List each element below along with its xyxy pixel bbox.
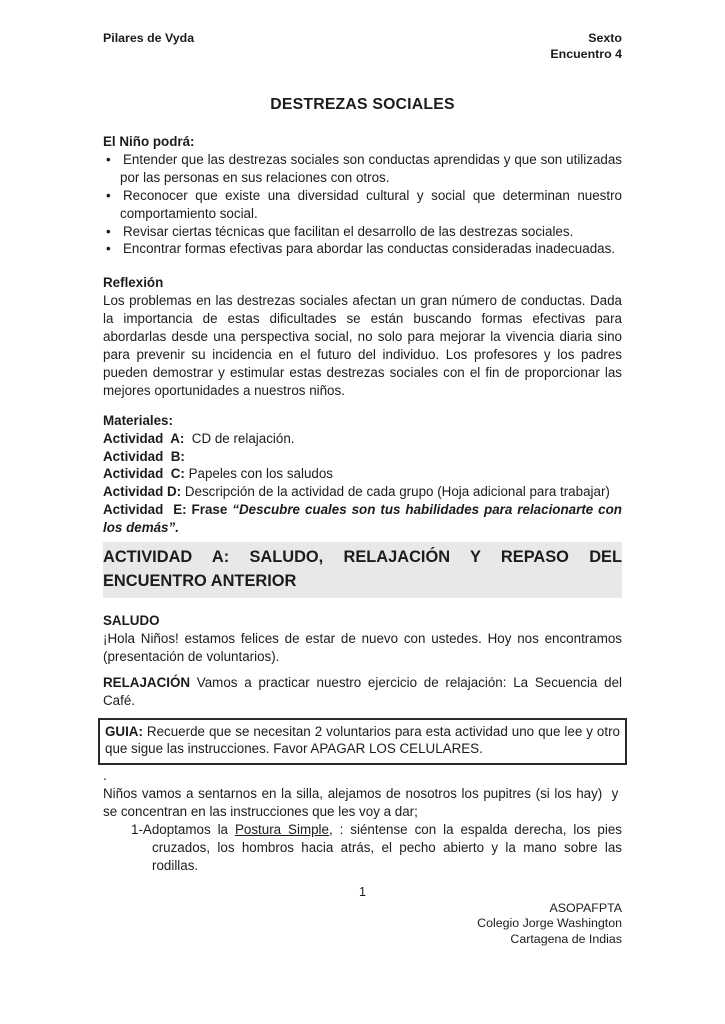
objective-text: Encontrar formas efectivas para abordar las conductas consideradas inadecuadas. bbox=[123, 241, 616, 257]
material-label: Actividad D: bbox=[103, 484, 182, 500]
header-right-line2: Encuentro 4 bbox=[550, 47, 622, 61]
step-1-item bbox=[103, 821, 622, 875]
step-1-rest: , : siéntense con la espalda derecha, los pies cruzados, los hombros hacia atrás, el pecho abierto y la mano sobre las rodillas. bbox=[152, 822, 622, 873]
footer-org-line3: Cartagena de Indias bbox=[510, 931, 622, 946]
step-1-underlined-term: Postura Simple bbox=[234, 822, 329, 838]
activity-a-heading-text: ACTIVIDAD A: SALUDO, RELAJACIÓN Y REPASO DEL ENCUENTRO ANTERIOR bbox=[103, 548, 622, 591]
objective-text: Reconocer que existe una diversidad cultural y social que determinan nuestro comportamiento social. bbox=[120, 187, 622, 221]
page-number: 1 bbox=[358, 884, 366, 899]
material-item-b bbox=[103, 448, 622, 466]
material-item-d bbox=[103, 483, 622, 501]
relajacion-paragraph bbox=[103, 674, 622, 710]
header-right-line1: Sexto bbox=[588, 31, 622, 45]
relajacion-label: RELAJACIÓN bbox=[103, 674, 191, 690]
objective-item bbox=[106, 151, 622, 187]
objectives-heading: El Niño podrá: bbox=[103, 134, 195, 149]
bullet-icon: • bbox=[106, 151, 111, 167]
header-left-text: Pilares de Vyda bbox=[103, 31, 195, 45]
footer-org-line1: ASOPAFPTA bbox=[549, 900, 622, 915]
material-text: Descripción de la actividad de cada grupo (Hoja adicional para trabajar) bbox=[181, 484, 610, 500]
material-label: Actividad B: bbox=[103, 448, 185, 464]
material-text: CD de relajación. bbox=[184, 430, 295, 446]
materials-heading: Materiales: bbox=[103, 412, 173, 428]
header-right-block bbox=[550, 30, 622, 62]
objective-text: Revisar ciertas técnicas que facilitan el desarrollo de las destrezas sociales. bbox=[123, 223, 574, 239]
bullet-icon: • bbox=[106, 241, 111, 257]
objective-text: Entender que las destrezas sociales son conductas aprendidas y que son utilizadas por las personas en sus relaciones con otros. bbox=[120, 151, 622, 185]
saludo-paragraph: ¡Hola Niños! estamos felices de estar de nuevo con ustedes. Hoy nos encontramos (presentación de voluntarios). bbox=[103, 630, 622, 664]
page-header bbox=[103, 30, 622, 62]
objectives-list bbox=[103, 151, 622, 258]
guia-label: GUIA: bbox=[105, 723, 143, 739]
footer-organization bbox=[103, 901, 622, 948]
material-label: Actividad A: bbox=[103, 430, 185, 446]
objective-item bbox=[106, 187, 622, 223]
material-label: Actividad E: bbox=[103, 502, 187, 518]
saludo-heading: SALUDO bbox=[103, 613, 160, 629]
document-title: DESTREZAS SOCIALES bbox=[270, 96, 455, 113]
material-item-a bbox=[103, 430, 622, 448]
objective-item bbox=[106, 240, 622, 258]
objective-item bbox=[106, 223, 622, 241]
material-text: Frase bbox=[186, 502, 233, 518]
step-1-prefix: 1-Adoptamos la bbox=[131, 822, 235, 838]
footer-org-line2: Colegio Jorge Washington bbox=[477, 916, 622, 931]
material-text: Papeles con los saludos bbox=[184, 466, 333, 482]
guia-note-box bbox=[98, 718, 627, 766]
relajacion-text: Vamos a practicar nuestro ejercicio de relajación: La Secuencia del Café. bbox=[103, 674, 622, 708]
reflection-heading: Reflexión bbox=[103, 275, 164, 291]
material-quote: “Descubre cuales son tus habilidades para relacionarte con los demás”. bbox=[103, 502, 622, 536]
bullet-icon: • bbox=[106, 223, 111, 239]
reflection-paragraph: Los problemas en las destrezas sociales afectan un gran número de conductas. Dada la importancia de estas dificultades se están buscando formas efectivas para abordarlas desde una perspectiva social, no solo para mejorar la vivencia diaria sino para prevenir su incidencia en el futuro del individuo. Los profesores y los padres pueden demostrar y estimular estas destrezas sociales con el fin de proporcionar las mejores oportunidades a nuestros niños. bbox=[103, 293, 622, 398]
material-item-e bbox=[103, 501, 622, 537]
ninos-paragraph: Niños vamos a sentarnos en la silla, alejamos de nosotros los pupitres (si los hay) y se concentran en las instrucciones que les voy a dar; bbox=[103, 786, 622, 820]
guia-text: Recuerde que se necesitan 2 voluntarios para esta actividad uno que lee y otro que sigue las instrucciones. Favor APAGAR LOS CELULARES. bbox=[105, 723, 620, 757]
material-label: Actividad C: bbox=[103, 466, 185, 482]
material-item-c bbox=[103, 465, 622, 483]
activity-a-heading bbox=[103, 542, 622, 598]
bullet-icon: • bbox=[106, 187, 111, 203]
dot-line: . bbox=[103, 768, 107, 784]
